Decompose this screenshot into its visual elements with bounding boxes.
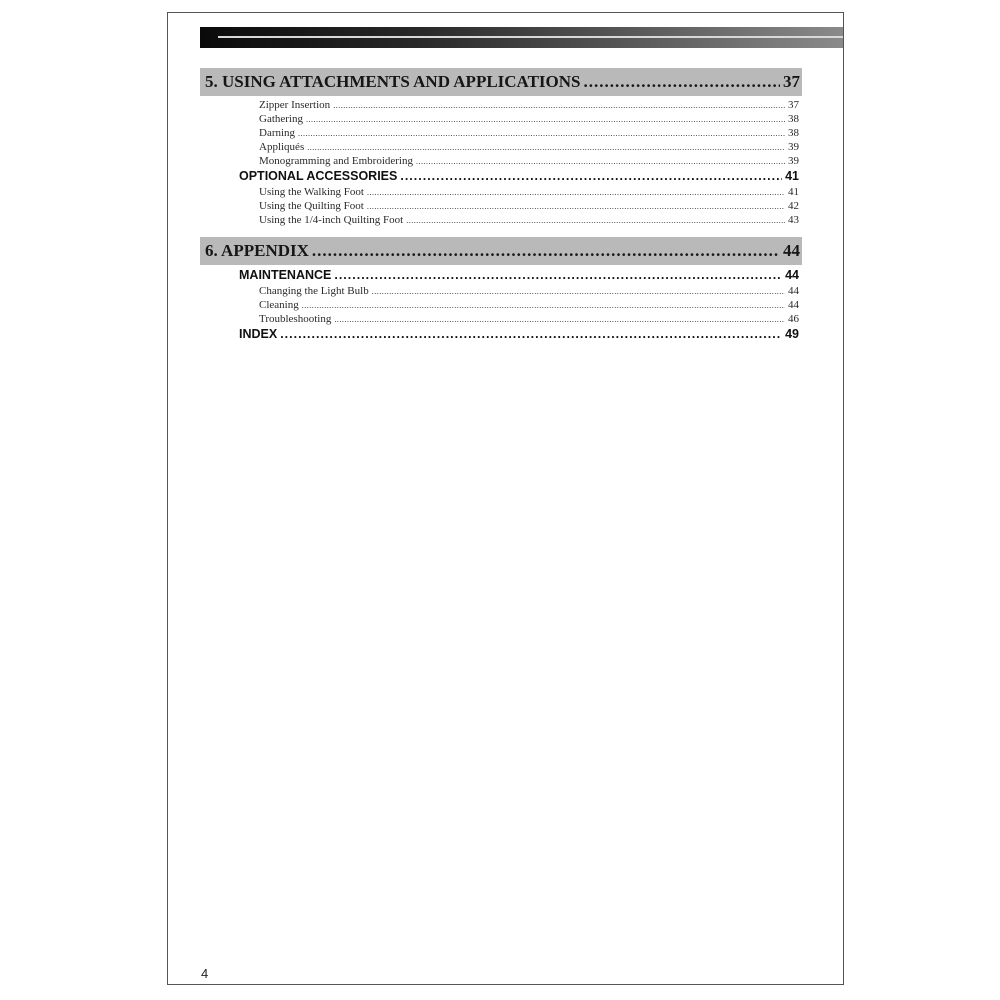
entry-page-number: 41 [788,186,799,198]
dot-leader [307,141,785,155]
chapter-heading[interactable] [200,68,802,96]
entry-page-number: 38 [788,127,799,139]
toc-item[interactable] [200,185,802,199]
dot-leader [334,313,785,327]
entry-label: Gathering [259,113,303,125]
dot-leader [372,285,785,299]
dot-leader [302,299,785,313]
entry-page-number: 42 [788,200,799,212]
entry-page-number: 44 [785,268,799,282]
toc-item[interactable] [200,154,802,168]
toc-item[interactable] [200,213,802,227]
entry-label: Darning [259,127,296,139]
dot-leader [406,214,785,228]
chapter-page-number: 44 [783,241,800,260]
entry-page-number: 39 [788,155,799,167]
dot-leader [312,237,780,265]
toc-item[interactable] [200,140,802,154]
entry-page-number: 43 [788,214,799,226]
chapter-page-number: 37 [783,72,800,91]
chapter-heading[interactable] [200,237,802,265]
dot-leader [367,186,785,200]
entry-label: OPTIONAL ACCESSORIES [239,169,398,183]
dot-leader [280,326,782,343]
entry-label: Using the Quilting Foot [259,200,364,212]
toc-item[interactable] [200,112,802,126]
dot-leader [583,68,780,96]
dot-leader [367,200,785,214]
dot-leader [306,113,785,127]
entry-page-number: 44 [788,299,799,311]
dot-leader [334,267,782,284]
document-page [167,12,844,985]
entry-page-number: 44 [788,285,799,297]
toc-item[interactable] [200,126,802,140]
entry-label: MAINTENANCE [239,268,332,282]
entry-label: Changing the Light Bulb [259,285,369,297]
dot-leader [298,127,785,141]
chapter-title: 6. APPENDIX [205,241,309,260]
toc-subheading[interactable] [200,267,802,284]
toc-item[interactable] [200,298,802,312]
dot-leader [333,99,785,113]
entry-label: Monogramming and Embroidering [259,155,413,167]
toc-chapter [200,237,802,343]
toc-item[interactable] [200,284,802,298]
entry-label: Troubleshooting [259,313,332,325]
entry-label: INDEX [239,327,278,341]
entry-label: Using the 1/4-inch Quilting Foot [259,214,404,226]
chapter-title: 5. USING ATTACHMENTS AND APPLICATIONS [205,72,581,91]
dot-leader [416,155,785,169]
entry-page-number: 38 [788,113,799,125]
dot-leader [400,168,782,185]
table-of-contents [200,68,802,353]
toc-subheading[interactable] [200,168,802,185]
entry-page-number: 39 [788,141,799,153]
entry-label: Using the Walking Foot [259,186,364,198]
header-bar [200,27,843,48]
toc-subheading[interactable] [200,326,802,343]
page-number: 4 [201,966,209,981]
entry-label: Appliqués [259,141,305,153]
entry-label: Zipper Insertion [259,99,331,111]
toc-item[interactable] [200,98,802,112]
toc-chapter [200,68,802,227]
header-rule [218,36,843,38]
toc-item[interactable] [200,312,802,326]
entry-label: Cleaning [259,299,299,311]
entry-page-number: 46 [788,313,799,325]
entry-page-number: 41 [785,169,799,183]
toc-item[interactable] [200,199,802,213]
entry-page-number: 49 [785,327,799,341]
entry-page-number: 37 [788,99,799,111]
